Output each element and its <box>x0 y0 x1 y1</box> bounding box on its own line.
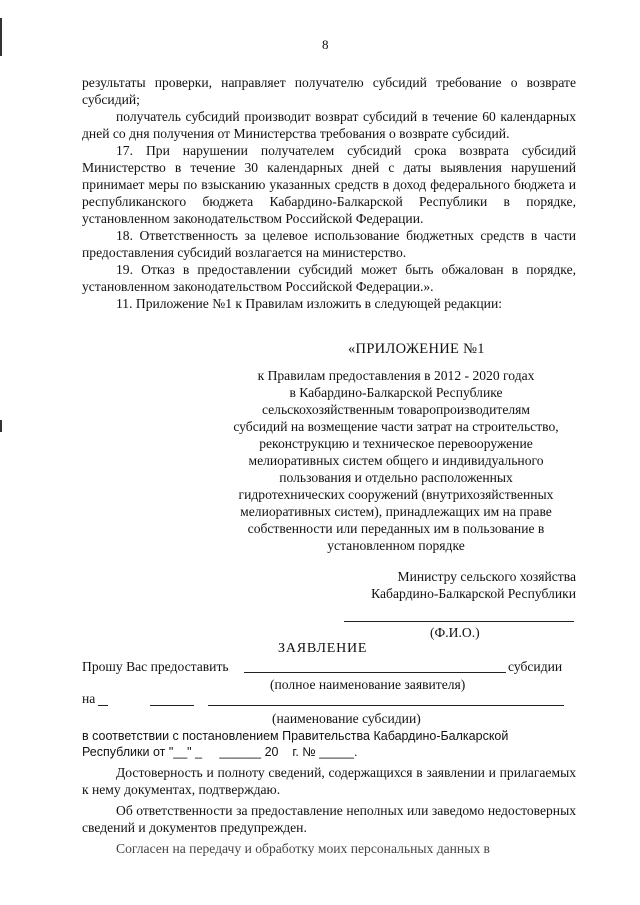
page-number: 8 <box>322 37 329 52</box>
scan-edge-mark <box>0 420 2 432</box>
paragraph-consent: Согласен на передачу и обработку моих персональных данных в <box>116 841 490 856</box>
applicant-name-field <box>244 672 506 673</box>
form-title: ЗАЯВЛЕНИЕ <box>278 641 368 656</box>
appendix-caption-line: сельскохозяйственным товаропроизводителям <box>261 402 531 417</box>
appendix-caption-line: в Кабардино-Балкарской Республике <box>289 385 503 400</box>
appendix-caption-line: мелиоративных систем общего и индивидуального <box>248 453 544 468</box>
scan-edge-mark <box>0 18 2 56</box>
subsidy-field-segment <box>98 705 108 706</box>
na-label: на <box>82 691 96 706</box>
addressee-line-2: Кабардино-Балкарской Республики <box>371 586 576 601</box>
appendix-caption-line: к Правилам предоставления в 2012 - 2020 годах <box>257 368 535 383</box>
appendix-caption-line: собственности или переданных им в пользование в <box>247 521 545 536</box>
appendix-caption <box>212 367 580 554</box>
appendix-caption-line: пользования и отдельно расположенных <box>279 470 513 485</box>
appendix-heading: «ПРИЛОЖЕНИЕ №1 <box>348 341 485 357</box>
subsidy-caption: (наименование субсидии) <box>272 711 421 726</box>
decree-line-2: Республики от "__" _ ______ 20 г. № _____. <box>82 745 358 759</box>
appendix-caption-line: гидротехнических сооружений (внутрихозяйственных <box>238 487 554 502</box>
paragraph-19: 19. Отказ в предоставлении субсидий может быть обжалован в порядке, установленном законодательством Российской Федерации.». <box>82 262 576 294</box>
request-suffix: субсидии <box>508 659 563 674</box>
paragraph-responsibility: Об ответственности за предоставление неполных или заведомо недостоверных сведений и документов предупрежден. <box>82 803 576 835</box>
paragraph-18: 18. Ответственность за целевое использование бюджетных средств в части предоставления субсидий возлагается на министерство. <box>82 228 576 260</box>
appendix-caption-line: мелиоративных систем), принадлежащих им на праве <box>240 504 552 519</box>
paragraph-11: 11. Приложение №1 к Правилам изложить в следующей редакции: <box>116 296 503 311</box>
paragraph-17: 17. При нарушении получателем субсидий срока возврата субсидий Министерство в течение 30 календарных дней с даты выявления нарушений принимает меры по взысканию указанных средств в доход федерального бюджета и республиканского бюджета Кабардино-Балкарской Республики в порядке, установленном законодательством Российской Федерации. <box>82 143 576 226</box>
fio-caption: (Ф.И.О.) <box>430 625 480 640</box>
body-text <box>82 74 576 312</box>
decree-reference <box>82 728 582 760</box>
addressee-block <box>330 568 576 602</box>
applicant-caption: (полное наименование заявителя) <box>270 677 466 692</box>
subsidy-field-segment <box>150 705 194 706</box>
paragraph-accuracy: Достоверность и полноту сведений, содержащихся в заявлении и прилагаемых к нему документах, подтверждаю. <box>82 765 576 797</box>
appendix-caption-line: реконструкцию и техническое перевооружение <box>259 436 533 451</box>
request-prefix: Прошу Вас предоставить <box>82 659 229 674</box>
closing-text <box>82 764 576 857</box>
fio-underline <box>344 621 574 622</box>
decree-line-1: в соответствии с постановлением Правительства Кабардино-Балкарской <box>82 729 509 743</box>
appendix-caption-line: субсидий на возмещение части затрат на строительство, <box>233 419 559 434</box>
appendix-caption-line: установленном порядке <box>327 538 465 553</box>
subsidy-name-field <box>208 705 564 706</box>
paragraph-inspection-results: результаты проверки, направляет получателю субсидий требование о возврате субсидий; <box>82 75 576 107</box>
addressee-line-1: Министру сельского хозяйства <box>397 569 576 584</box>
paragraph-refund-term: получатель субсидий производит возврат субсидий в течение 60 календарных дней со дня получения от Министерства требования о возврате субсидий. <box>82 109 576 141</box>
